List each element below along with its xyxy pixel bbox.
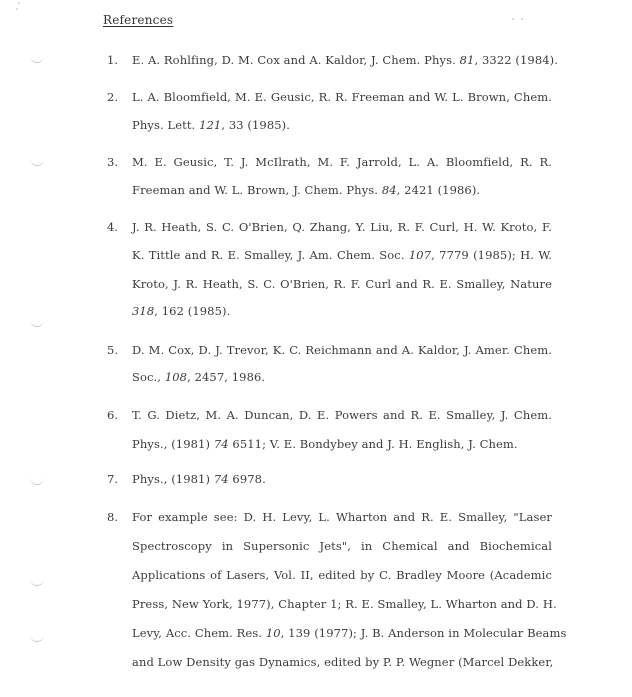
volume-number: 108 <box>164 370 188 384</box>
citation-text: D. M. Cox, D. J. Trevor, K. C. Reichmann and A. Kaldor, J. Amer. Chem. <box>132 343 552 357</box>
citation-text: , 2457, 1986. <box>187 370 266 384</box>
reference-number: 5. <box>107 343 118 357</box>
reference-line <box>132 597 557 611</box>
volume-number: 318 <box>132 304 155 318</box>
volume-number: 74 <box>213 472 229 486</box>
punch-hole-mark <box>30 578 44 586</box>
citation-text: Phys., (1981) <box>132 472 214 486</box>
reference-line <box>132 118 290 132</box>
citation-text: K. Tittle and R. E. Smalley, J. Am. Chem. Soc. <box>132 248 409 262</box>
citation-text: Freeman and W. L. Brown, J. Chem. Phys. <box>132 183 382 197</box>
citation-text: , 3322 (1984). <box>474 53 559 67</box>
scan-speck <box>521 18 523 20</box>
punch-hole-mark <box>30 319 44 327</box>
volume-number: 84 <box>381 183 397 197</box>
citation-text: Levy, Acc. Chem. Res. <box>132 626 266 640</box>
reference-line <box>132 53 558 67</box>
citation-text: Phys., (1981) <box>132 437 214 451</box>
reference-line <box>132 510 552 524</box>
reference-line <box>132 626 567 640</box>
punch-hole-mark <box>30 477 44 485</box>
reference-line <box>132 220 552 234</box>
reference-line <box>132 437 518 451</box>
references-heading: References <box>103 13 174 27</box>
scan-speck <box>512 18 514 20</box>
citation-text: , 2421 (1986). <box>396 183 481 197</box>
citation-text: For example see: D. H. Levy, L. Wharton and R. E. Smalley, "Laser <box>132 510 552 524</box>
scan-speck <box>18 2 20 4</box>
reference-line <box>132 370 265 384</box>
reference-number: 3. <box>107 155 118 169</box>
citation-text: Applications of Lasers, Vol. II, edited by C. Bradley Moore (Academic <box>132 568 552 582</box>
citation-text: , 33 (1985). <box>221 118 291 132</box>
reference-number: 7. <box>107 472 118 486</box>
scan-speck <box>16 8 18 10</box>
volume-number: 121 <box>199 118 222 132</box>
citation-text: Kroto, J. R. Heath, S. C. O'Brien, R. F. Curl and R. E. Smalley, Nature <box>132 277 552 291</box>
citation-text: Phys. Lett. <box>132 118 200 132</box>
citation-text: Spectroscopy in Supersonic Jets", in Chemical and Biochemical <box>132 539 552 553</box>
citation-text: Press, New York, 1977), Chapter 1; R. E. Smalley, L. Wharton and D. H. <box>132 597 557 611</box>
reference-line <box>132 277 552 291</box>
citation-text: , 7779 (1985); H. W. <box>431 248 552 262</box>
reference-line <box>132 655 552 669</box>
citation-text: T. G. Dietz, M. A. Duncan, D. E. Powers and R. E. Smalley, J. Chem. <box>132 408 552 422</box>
volume-number: 107 <box>408 248 432 262</box>
punch-hole-mark <box>30 634 44 642</box>
punch-hole-mark <box>30 55 44 63</box>
reference-line <box>132 183 480 197</box>
reference-number: 6. <box>107 408 118 422</box>
citation-text: and Low Density gas Dynamics, edited by P. P. Wegner (Marcel Dekker, <box>132 655 554 669</box>
citation-text: , 139 (1977); J. B. Anderson in Molecular Beams <box>280 626 567 640</box>
reference-line <box>132 568 552 582</box>
reference-line <box>132 408 552 422</box>
reference-line <box>132 155 552 169</box>
reference-line <box>132 472 266 486</box>
citation-text: J. R. Heath, S. C. O'Brien, Q. Zhang, Y. Liu, R. F. Curl, H. W. Kroto, F. <box>132 220 552 234</box>
citation-text: , 162 (1985). <box>154 304 231 318</box>
citation-text: E. A. Rohlfing, D. M. Cox and A. Kaldor, J. Chem. Phys. <box>132 53 460 67</box>
reference-number: 8. <box>107 510 118 524</box>
reference-line <box>132 343 552 357</box>
punch-hole-mark <box>30 158 44 166</box>
reference-line <box>132 90 552 104</box>
reference-line <box>132 248 552 262</box>
citation-text: M. E. Geusic, T. J. McIlrath, M. F. Jarrold, L. A. Bloomfield, R. R. <box>132 155 552 169</box>
volume-number: 81 <box>459 53 475 67</box>
citation-text: 6511; V. E. Bondybey and J. H. English, J. Chem. <box>228 437 518 451</box>
reference-line <box>132 304 230 318</box>
reference-number: 1. <box>107 53 118 67</box>
volume-number: 74 <box>213 437 229 451</box>
citation-text: Soc., <box>132 370 165 384</box>
volume-number: 10 <box>265 626 281 640</box>
reference-line <box>132 539 552 553</box>
citation-text: L. A. Bloomfield, M. E. Geusic, R. R. Freeman and W. L. Brown, Chem. <box>132 90 552 104</box>
citation-text: 6978. <box>228 472 266 486</box>
reference-number: 4. <box>107 220 118 234</box>
reference-number: 2. <box>107 90 118 104</box>
